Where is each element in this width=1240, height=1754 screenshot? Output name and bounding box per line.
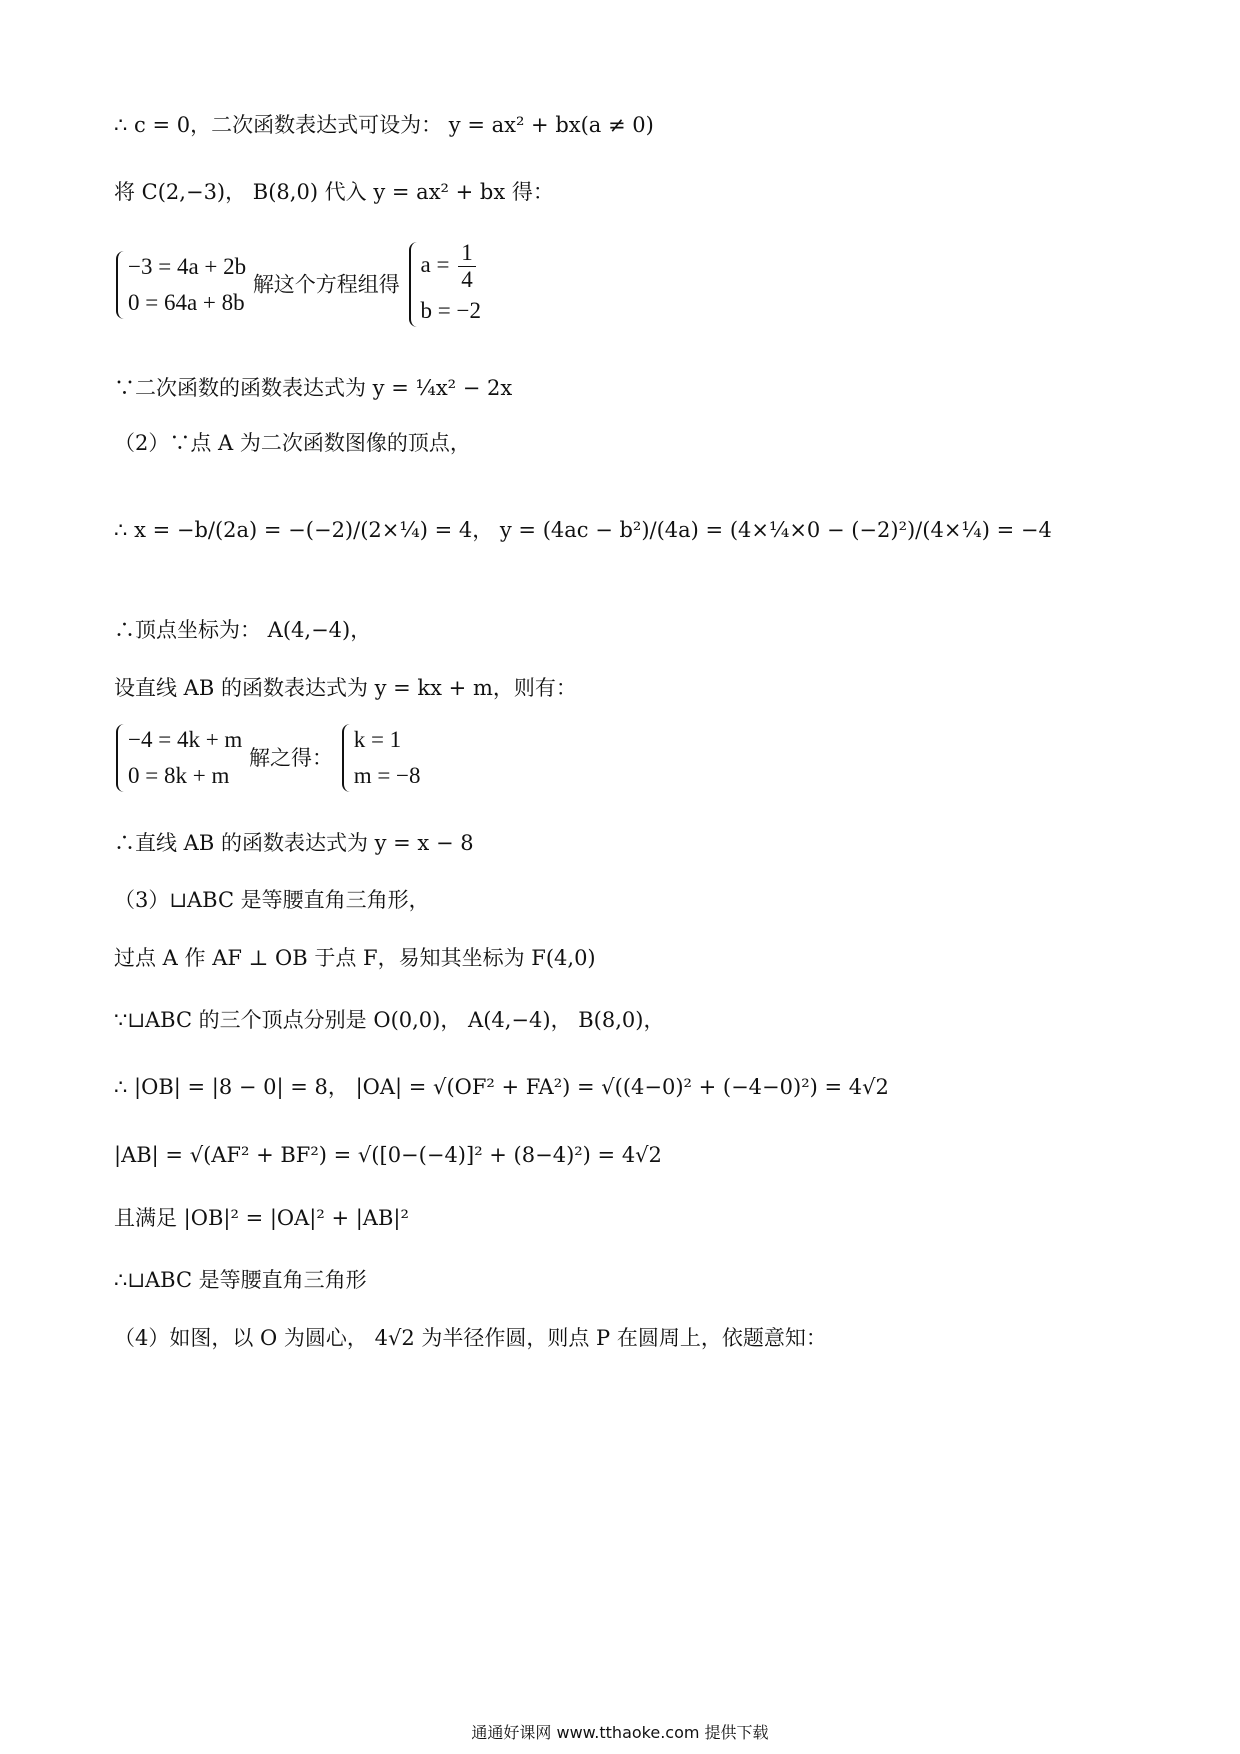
- fraction-quarter: [458, 240, 476, 293]
- text-line-4: （2）∵点 A 为二次函数图像的顶点，: [114, 431, 471, 455]
- vertex-x-formula: x = −b/(2a) = −(−2)/(2×¼) = 4: [134, 518, 473, 542]
- text-line-3: ∵二次函数的函数表达式为 y = ¼x² − 2x: [114, 376, 513, 400]
- text-line-5: ∴顶点坐标为： A(4,−4)，: [114, 618, 372, 642]
- solution-k: k = 1: [353, 727, 402, 752]
- solution-a-prefix: a =: [420, 251, 450, 277]
- system-2-eq1: −4 = 4k + m: [128, 727, 243, 752]
- text-line-14: ∴⊔ABC 是等腰直角三角形: [114, 1268, 367, 1292]
- text-line-11: ∴ |OB| = |8 − 0| = 8， |OA| = √(OF² + FA²) = √((4−0)² + (−4−0)²) = 4√2: [114, 1075, 889, 1099]
- system-2-solution: [340, 722, 421, 794]
- equation-system-2: [114, 722, 421, 794]
- vertex-y-formula: y = (4ac − b²)/(4a) = (4×¼×0 − (−2)²)/(4×¼) = −4: [499, 518, 1052, 542]
- text-line-6: 设直线 AB 的函数表达式为 y = kx + m，则有：: [114, 676, 577, 700]
- text-line-7: ∴直线 AB 的函数表达式为 y = x − 8: [114, 831, 474, 855]
- page-footer: 通通好课网 www.tthaoke.com 提供下载: [471, 1723, 769, 1742]
- text-line-2: 将 C(2,−3)， B(8,0) 代入 y = ax² + bx 得：: [114, 180, 554, 204]
- system-2-eq2: 0 = 8k + m: [128, 763, 230, 788]
- text-line-12: |AB| = √(AF² + BF²) = √([0−(−4)]² + (8−4)²) = 4√2: [114, 1143, 662, 1167]
- system-1-solution: [407, 240, 481, 329]
- system-2-left: [114, 722, 242, 794]
- system-2-middle-text: 解之得：: [249, 746, 333, 770]
- fraction-denominator: 4: [461, 267, 473, 292]
- therefore-symbol: ∴: [114, 518, 128, 542]
- vertex-calculation: [114, 515, 1052, 545]
- system-1-left: [114, 249, 246, 321]
- text-line-10: ∵⊔ABC 的三个顶点分别是 O(0,0)， A(4,−4)， B(8,0)，: [114, 1008, 665, 1032]
- equation-system-1: [114, 240, 481, 329]
- text-line-1: ∴ c = 0，二次函数表达式可设为： y = ax² + bx(a ≠ 0): [114, 113, 654, 137]
- separator: ，: [472, 518, 494, 542]
- solution-b: b = −2: [420, 298, 481, 323]
- text-line-15: （4）如图，以 O 为圆心， 4√2 为半径作圆，则点 P 在圆周上，依题意知：: [114, 1326, 827, 1350]
- fraction-numerator: 1: [458, 240, 476, 267]
- solution-m: m = −8: [353, 763, 421, 788]
- text-line-8: （3）⊔ABC 是等腰直角三角形，: [114, 888, 430, 912]
- system-1-middle-text: 解这个方程组得: [252, 272, 400, 297]
- system-1-eq1: −3 = 4a + 2b: [128, 253, 247, 279]
- system-1-eq2: 0 = 64a + 8b: [128, 289, 245, 315]
- text-line-13: 且满足 |OB|² = |OA|² + |AB|²: [114, 1206, 409, 1230]
- text-line-9: 过点 A 作 AF ⊥ OB 于点 F，易知其坐标为 F(4,0): [114, 946, 596, 970]
